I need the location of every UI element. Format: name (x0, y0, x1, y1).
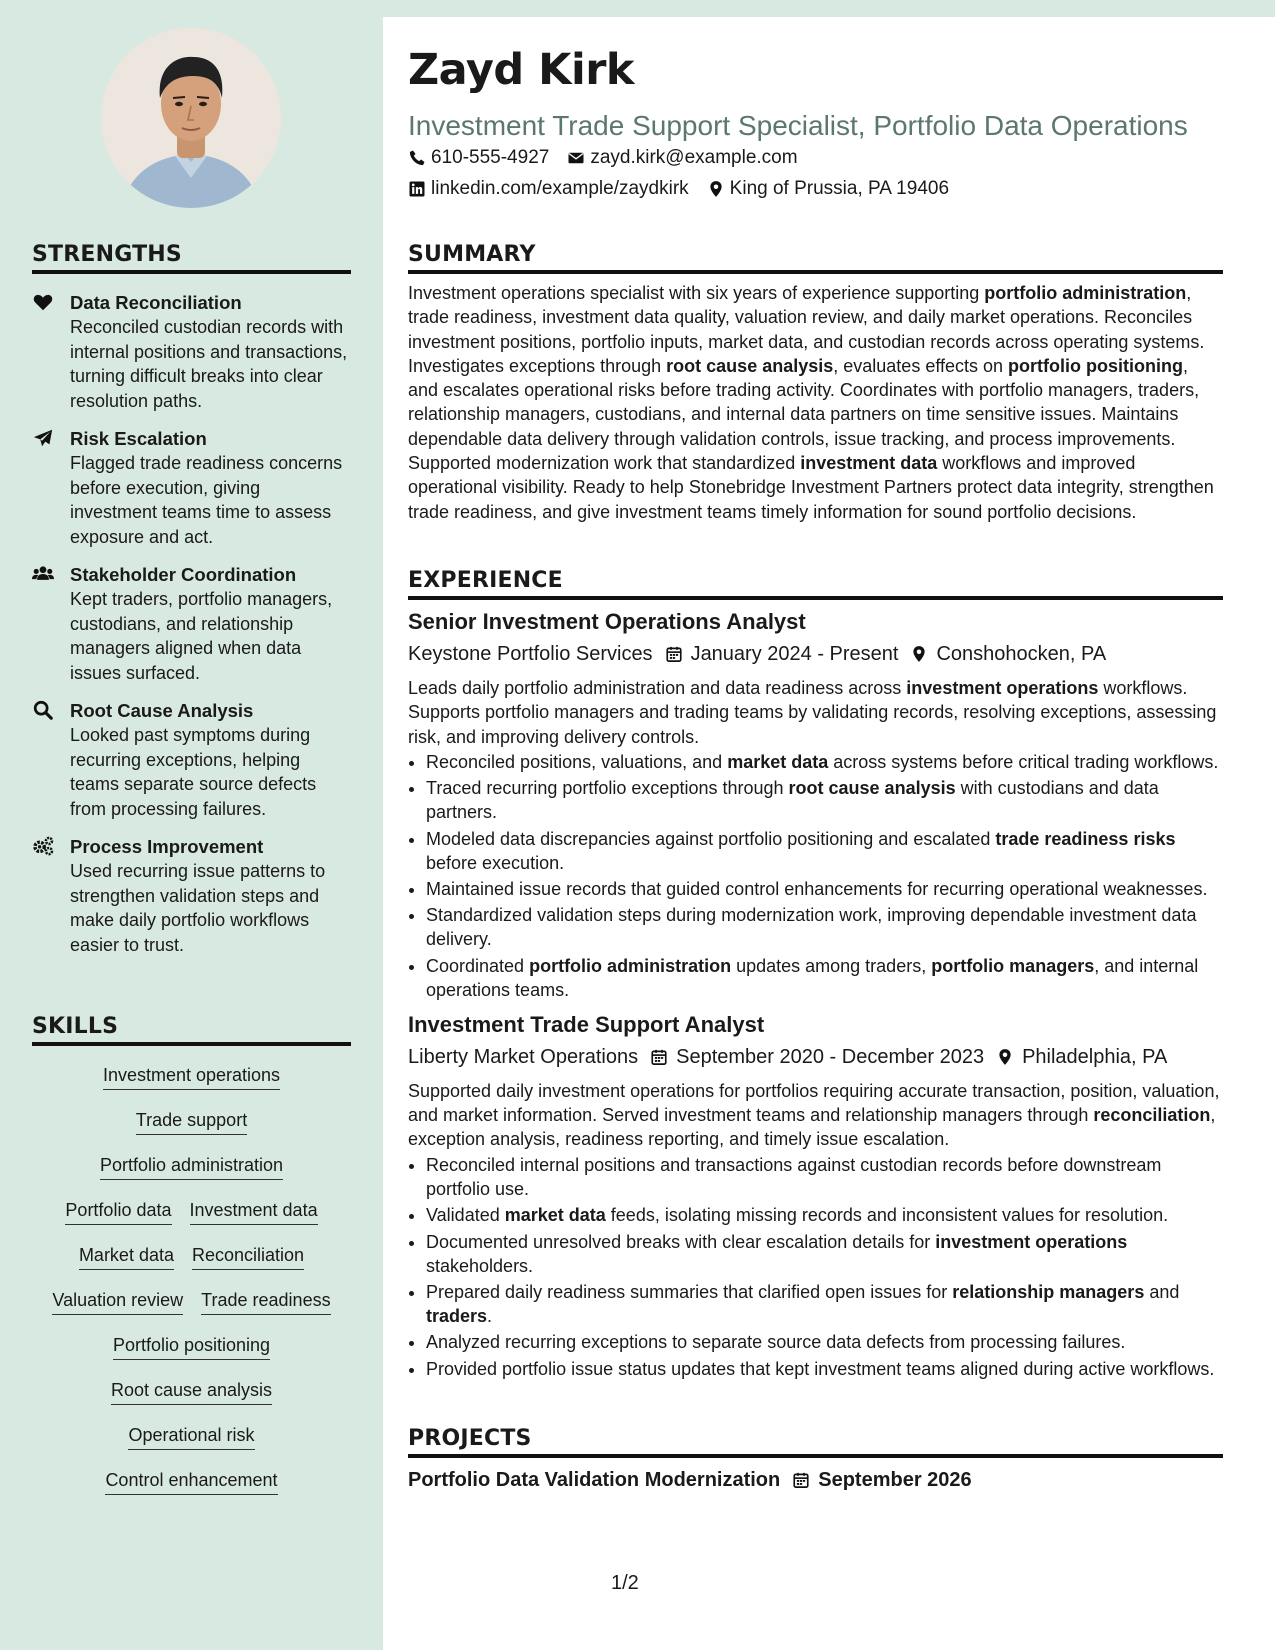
skill-tag: Portfolio positioning (113, 1332, 270, 1360)
skills-row (32, 1152, 351, 1197)
project-entry (408, 1466, 1223, 1494)
text-run: workflows and improved operational visibility. Ready to help Stonebridge Investment Partners protect data integrity, strengthen trade readiness, and give investment teams timely information for sound portfolio decisions. (408, 453, 1214, 522)
strength-desc: Flagged trade readiness concerns before execution, giving investment teams time to assess exposure and act. (70, 453, 343, 547)
strength-item (32, 290, 351, 413)
calendar-icon (665, 645, 683, 663)
strength-item (32, 834, 351, 957)
contact-row (408, 147, 798, 169)
location-text: King of Prussia, PA 19406 (729, 178, 950, 199)
calendar-icon (650, 1048, 668, 1066)
calendar-icon (792, 1471, 810, 1489)
search-icon (32, 699, 54, 721)
skill-tag: Portfolio data (65, 1197, 171, 1225)
envelope-icon (567, 149, 585, 167)
bold-text: trade readiness risks (995, 828, 1176, 849)
page-number: 1/2 (611, 1572, 639, 1594)
email-text: zayd.kirk@example.com (590, 147, 798, 168)
job-intro (408, 1079, 1223, 1152)
bullet-item (426, 1357, 1223, 1381)
skill-tag: Reconciliation (192, 1242, 304, 1270)
map-pin-icon (996, 1048, 1014, 1066)
bullet-item (426, 776, 1223, 824)
skills-row (32, 1062, 351, 1107)
strength-title: Stakeholder Coordination (70, 564, 297, 585)
job-bullets (408, 1153, 1223, 1381)
strength-item (32, 562, 351, 685)
text-run: Validated (426, 1205, 505, 1226)
strengths-section (32, 242, 351, 957)
skill-tag: Operational risk (128, 1422, 254, 1450)
text-run: , and escalates operational risks before trading activity. Coordinates with portfolio managers, traders, relationship managers, custodians, and internal data partners on time sensitive issues. Maintains dependable data delivery through validation controls, issue tracking, and process improvements. Supported modernization work that standardized (408, 355, 1200, 474)
bold-text: portfolio positioning (1008, 355, 1184, 376)
skills-row (32, 1332, 351, 1377)
summary-text (408, 281, 1223, 524)
text-run: Reconciled positions, valuations, and (426, 751, 728, 772)
experience-heading: EXPERIENCE (408, 568, 1223, 600)
bullet-item (426, 954, 1223, 1002)
text-run: Prepared daily readiness summaries that clarified open issues for (426, 1281, 953, 1302)
text-run: Investment operations specialist with six years of experience supporting (408, 283, 985, 303)
candidate-title: Investment Trade Support Specialist, Portfolio Data Operations (408, 110, 1188, 141)
bold-text: investment operations (906, 678, 1099, 698)
text-run: Analyzed recurring exceptions to separate source data defects from processing failures. (426, 1332, 1126, 1353)
job-entry (408, 1011, 1223, 1381)
strength-desc: Reconciled custodian records with internal positions and transactions, turning difficult breaks into clear resolution paths. (70, 317, 348, 411)
strength-title: Process Improvement (70, 836, 264, 857)
skill-tag: Root cause analysis (111, 1377, 272, 1405)
bullet-item (426, 1280, 1223, 1328)
skill-tag: Trade readiness (201, 1287, 330, 1315)
bullet-item (426, 903, 1223, 951)
projects-heading: PROJECTS (408, 1426, 1223, 1458)
job-entry (408, 608, 1223, 1002)
paper-plane-icon (32, 427, 54, 449)
project-date: September 2026 (818, 1469, 972, 1491)
text-run: , trade readiness, investment data quality, valuation review, and daily market operations. Reconciles investment positions, portfolio inputs, market data, and custodian records across operating systems. Investigates exceptions through (408, 283, 1205, 376)
summary-section (408, 242, 1223, 524)
strengths-heading: STRENGTHS (32, 242, 351, 274)
text-run: workflows. Supports portfolio managers and trading teams by validating records, resolving exceptions, assessing risk, and improving delivery controls. (408, 678, 1217, 747)
skills-row (32, 1197, 351, 1242)
skill-tag: Investment data (190, 1197, 318, 1225)
skill-tag: Portfolio administration (100, 1152, 283, 1180)
strength-title: Risk Escalation (70, 428, 207, 449)
skills-row (32, 1467, 351, 1512)
bold-text: portfolio managers (931, 955, 1095, 976)
strength-title: Root Cause Analysis (70, 700, 254, 721)
strength-desc: Looked past symptoms during recurring exceptions, helping teams separate source defects from processing failures. (70, 725, 317, 819)
job-intro (408, 676, 1223, 749)
text-run: Maintained issue records that guided control enhancements for recurring operational weaknesses. (426, 879, 1208, 900)
text-run: Coordinated (426, 955, 530, 976)
summary-heading: SUMMARY (408, 242, 1223, 274)
text-run: Reconciled internal positions and transactions against custodian records before downstream portfolio use. (426, 1154, 1162, 1199)
text-run: Modeled data discrepancies against portfolio positioning and escalated (426, 828, 996, 849)
text-run: with custodians and data partners. (426, 778, 1159, 823)
projects-section (408, 1426, 1223, 1494)
skills-row (32, 1107, 351, 1152)
skills-list (32, 1062, 351, 1512)
text-run: before execution. (426, 852, 565, 873)
sidebar (0, 0, 383, 1650)
text-run: Documented unresolved breaks with clear escalation details for (426, 1231, 936, 1252)
job-location: Conshohocken, PA (936, 643, 1107, 665)
skills-row (32, 1422, 351, 1467)
skill-tag: Valuation review (52, 1287, 183, 1315)
company-name: Liberty Market Operations (408, 1045, 639, 1068)
skill-tag: Investment operations (103, 1062, 280, 1090)
skills-section (32, 1014, 351, 1512)
gears-icon (32, 835, 54, 857)
job-dates: January 2024 - Present (690, 643, 899, 665)
bullet-item (426, 1230, 1223, 1278)
bold-text: reconciliation (1093, 1105, 1211, 1126)
experience-section (408, 568, 1223, 1383)
bold-text: relationship managers (952, 1281, 1145, 1302)
linkedin-icon (408, 180, 426, 198)
text-run: feeds, isolating missing records and inconsistent values for resolution. (605, 1205, 1169, 1226)
linkedin-text: linkedin.com/example/zaydkirk (431, 178, 689, 199)
skills-heading: SKILLS (32, 1014, 351, 1046)
map-pin-icon (707, 180, 725, 198)
strength-item (32, 698, 351, 821)
bold-text: traders (426, 1305, 488, 1326)
job-title: Investment Trade Support Analyst (408, 1011, 765, 1037)
bold-text: portfolio administration (984, 283, 1187, 303)
bullet-item (426, 1153, 1223, 1201)
text-run: , and internal operations teams. (426, 955, 1199, 1000)
skills-row (32, 1377, 351, 1422)
phone-icon (408, 149, 426, 167)
location-contact (707, 178, 949, 200)
company-name: Keystone Portfolio Services (408, 643, 653, 665)
skill-tag: Market data (79, 1242, 174, 1270)
linkedin-contact[interactable] (408, 178, 689, 200)
heart-icon (32, 291, 54, 313)
text-run: . (487, 1305, 493, 1326)
skill-tag: Trade support (136, 1107, 247, 1135)
job-meta (408, 1043, 1223, 1071)
bold-text: market data (504, 1205, 606, 1226)
strength-item (32, 426, 351, 549)
bullet-item (426, 827, 1223, 875)
text-run: across systems before critical trading workflows. (828, 751, 1219, 772)
skills-row (32, 1287, 351, 1332)
text-run: Leads daily portfolio administration and data readiness across (408, 678, 907, 698)
bold-text: portfolio administration (529, 955, 732, 976)
text-run: , exception analysis, readiness reporting, and timely issue escalation. (408, 1105, 1216, 1150)
bold-text: root cause analysis (666, 355, 834, 376)
job-meta (408, 640, 1223, 668)
bold-text: root cause analysis (788, 778, 956, 799)
skill-tag: Control enhancement (105, 1467, 277, 1495)
phone-contact (408, 147, 549, 169)
users-icon (32, 563, 54, 585)
bullet-item (426, 1330, 1223, 1354)
strength-desc: Kept traders, portfolio managers, custodians, and relationship managers aligned when data issues surfaced. (70, 589, 333, 683)
text-run: Supported daily investment operations for portfolios requiring accurate transaction, position, valuation, and market information. Served investment teams and relationship managers through (408, 1080, 1220, 1126)
bold-text: market data (727, 751, 829, 772)
text-run: updates among traders, (731, 955, 932, 976)
email-contact[interactable] (567, 147, 797, 169)
job-location: Philadelphia, PA (1022, 1045, 1168, 1068)
main-content (383, 17, 1275, 1650)
text-run: Standardized validation steps during modernization work, improving dependable investment data delivery. (426, 905, 1197, 950)
contact-row (408, 178, 949, 200)
profile-photo (101, 28, 281, 208)
text-run: stakeholders. (426, 1255, 534, 1276)
job-dates: September 2020 - December 2023 (676, 1045, 985, 1068)
bullet-item (426, 1203, 1223, 1227)
bullet-item (426, 877, 1223, 901)
text-run: , evaluates effects on (833, 355, 1009, 376)
project-title: Portfolio Data Validation Modernization (408, 1469, 781, 1491)
bullet-item (426, 750, 1223, 774)
candidate-name: Zayd Kirk (408, 45, 635, 95)
text-run: Provided portfolio issue status updates that kept investment teams aligned during active workflows. (426, 1358, 1215, 1379)
job-bullets (408, 750, 1223, 1002)
bold-text: investment data (800, 453, 938, 474)
phone-text: 610-555-4927 (431, 147, 550, 168)
map-pin-icon (910, 645, 928, 663)
strength-desc: Used recurring issue patterns to strengthen validation steps and make daily portfolio workflows easier to trust. (70, 861, 326, 955)
text-run: and (1144, 1281, 1180, 1302)
strength-title: Data Reconciliation (70, 292, 242, 313)
bold-text: investment operations (935, 1231, 1128, 1252)
skills-row (32, 1242, 351, 1287)
job-title: Senior Investment Operations Analyst (408, 609, 806, 634)
text-run: Traced recurring portfolio exceptions through (426, 778, 789, 799)
